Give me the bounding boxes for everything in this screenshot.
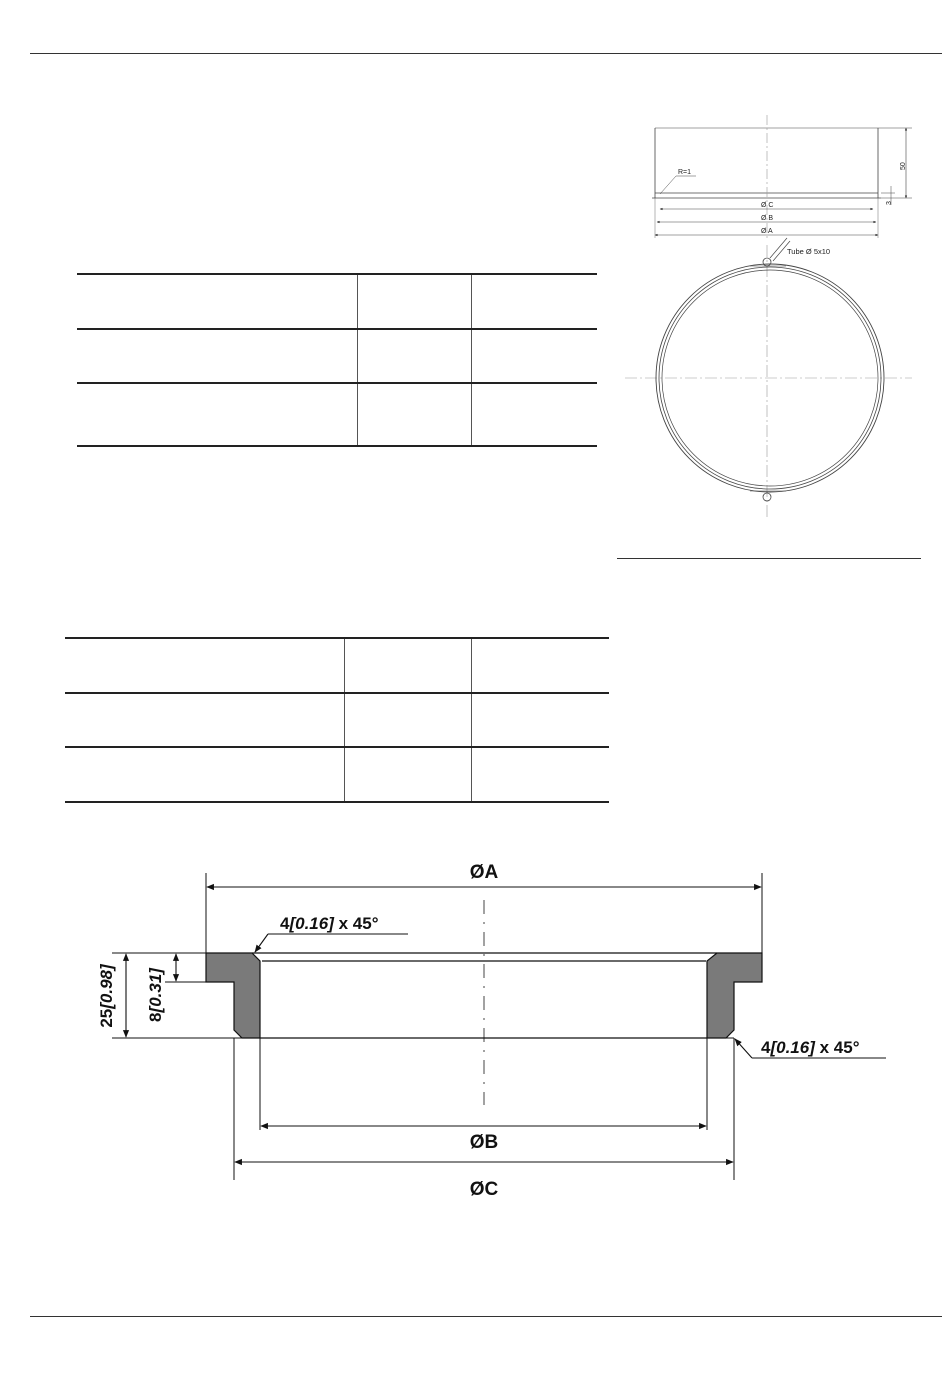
- chamfer-top-label: 4[0.16] x 45°: [280, 914, 379, 933]
- table-row: [65, 638, 609, 693]
- ring-technical-drawing: [0, 0, 950, 560]
- chamfer-bottom-label: 4[0.16] x 45°: [761, 1038, 860, 1057]
- dia-a-label: ØA: [469, 862, 499, 883]
- height-lip-label: 8[0.31]: [146, 968, 165, 1022]
- lip-dim-label: 3: [886, 201, 893, 205]
- radius-label: R=1: [678, 169, 692, 176]
- dia-a-label: Ø A: [761, 228, 773, 235]
- dia-b-label: ØB: [469, 1132, 499, 1153]
- extension-lines: [112, 873, 762, 1180]
- dia-c-label: ØC: [469, 1179, 499, 1200]
- dia-c-label: Ø C: [761, 202, 774, 209]
- table-row: [65, 747, 609, 802]
- tube-label: Tube Ø 5x10: [787, 247, 831, 256]
- height-dim-label: 50: [900, 162, 907, 170]
- footer-rule: [30, 1316, 942, 1317]
- right-section: [707, 953, 762, 1038]
- height-total-label: 25[0.98]: [97, 964, 116, 1028]
- dia-b-label: Ø B: [761, 215, 774, 222]
- left-section: [206, 953, 260, 1038]
- flange-section-drawing: [0, 840, 950, 1220]
- plan-view: [625, 238, 912, 520]
- dimension-lines: [126, 887, 761, 1162]
- side-view: [652, 115, 912, 240]
- spec-table-2: [65, 637, 609, 801]
- table-row: [65, 693, 609, 747]
